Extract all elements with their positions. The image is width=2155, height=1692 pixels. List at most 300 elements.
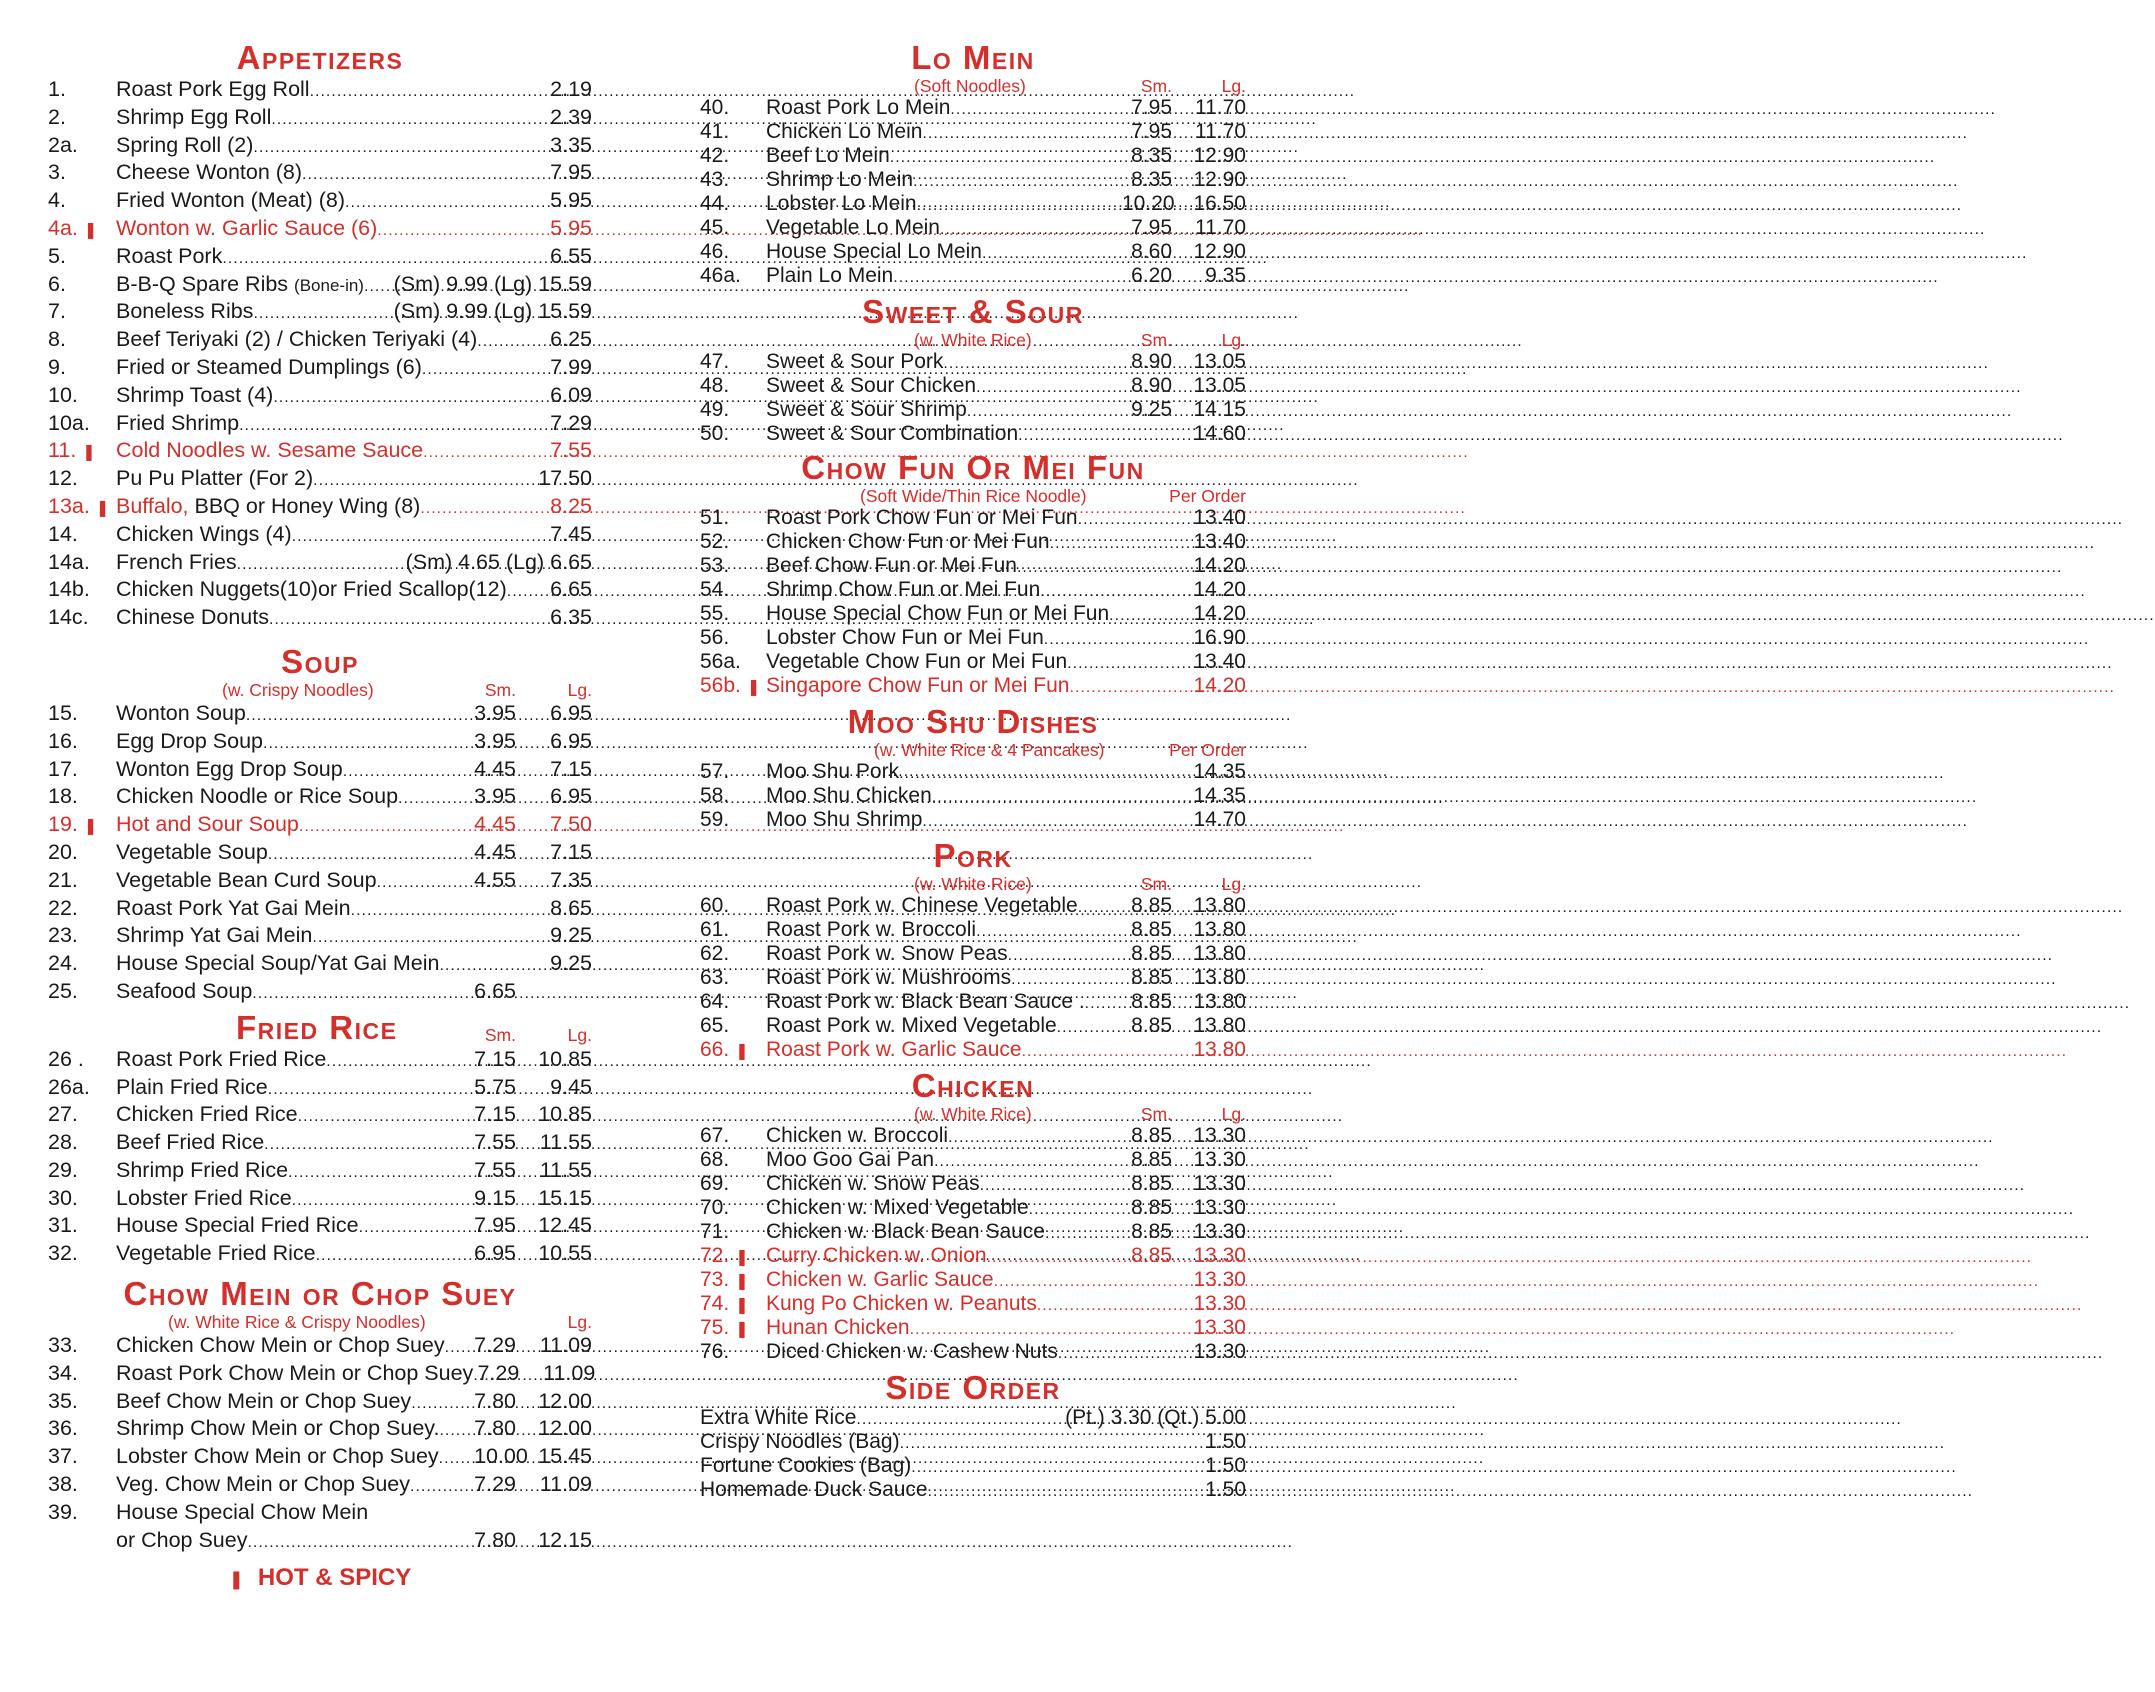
item-number-text: 42.: [700, 144, 730, 167]
menu-item-row: [700, 1014, 1246, 1038]
price-large: 13.80: [1193, 918, 1246, 941]
price-large: 13.30: [1193, 1244, 1246, 1267]
menu-item-row: [700, 422, 1246, 446]
item-number-text: 26a.: [48, 1074, 90, 1099]
item-name: [116, 132, 253, 160]
chili-pepper-icon: ❚: [83, 818, 98, 836]
item-name-line2: or Chop Suey: [116, 1527, 248, 1552]
item-name-text: B-B-Q Spare Ribs: [116, 271, 289, 296]
item-number: [700, 1148, 766, 1172]
item-name: [766, 120, 922, 144]
item-number-text: 14b.: [48, 577, 90, 602]
price-small: 7.15: [474, 1102, 516, 1127]
dot-leader: [439, 1445, 474, 1473]
menu-item-row: [48, 382, 592, 410]
lo-mein-list: [700, 96, 1246, 288]
dot-leader: [316, 1242, 474, 1270]
item-number-text: 63.: [700, 966, 730, 989]
item-name: [700, 1430, 900, 1454]
item-number-text: 7.: [48, 299, 66, 324]
item-name-text: Moo Shu Chicken: [766, 784, 932, 807]
price-large: 12.15: [538, 1527, 592, 1552]
item-name-text: House Special Soup/Yat Gai Mein: [116, 951, 440, 976]
item-name: [116, 159, 302, 187]
item-number: [700, 808, 766, 832]
menu-item-row: [48, 1240, 592, 1268]
menu-item-row: [700, 1244, 1246, 1268]
item-name: [700, 1406, 856, 1430]
menu-item-row: [48, 1101, 592, 1129]
item-number: [48, 465, 116, 493]
price-large: 13.80: [1193, 942, 1246, 965]
dot-leader: [420, 495, 550, 523]
item-name: [766, 894, 1078, 918]
price-small: 7.95: [474, 1213, 516, 1238]
item-name: [766, 398, 967, 422]
item-name: [116, 700, 246, 728]
item-number-text: 13a.: [48, 493, 90, 518]
menu-item-row: [48, 1388, 592, 1416]
menu-item-row: [48, 1212, 592, 1240]
item-number-text: 49.: [700, 398, 730, 421]
item-name-text: Roast Pork w. Snow Peas: [766, 942, 1008, 965]
chow-mein-note: (w. White Rice & Crispy Noodles): [168, 1312, 426, 1333]
price-small: 10.20: [1122, 192, 1175, 215]
item-name: [766, 674, 1070, 698]
price-small: 8.90: [1131, 350, 1172, 373]
dot-leader: [268, 1076, 474, 1104]
item-name: [766, 506, 1078, 530]
item-number-text: 54.: [700, 578, 730, 601]
item-number: [700, 1172, 766, 1196]
item-name-text: Roast Pork w. Black Bean Sauce .: [766, 990, 1085, 1013]
sweet-sour-note: (w. White Rice): [914, 330, 1032, 350]
price: 14.20: [1193, 554, 1246, 577]
item-name-text: Spring Roll (2): [116, 132, 254, 157]
item-number: [48, 728, 116, 756]
menu-item-row: [48, 811, 592, 839]
dot-leader: [913, 170, 1122, 194]
dot-leader: [326, 1048, 474, 1076]
price-small: 7.29: [477, 1360, 520, 1385]
item-number-text: 28.: [48, 1130, 78, 1155]
item-number-text: 34.: [48, 1360, 78, 1385]
chili-pepper-icon: ❚: [735, 1249, 749, 1266]
dot-leader: [345, 189, 550, 217]
menu-item-row: [700, 1292, 1246, 1316]
price: 2.19: [550, 77, 592, 101]
item-number: [700, 374, 766, 398]
item-number: [700, 1292, 766, 1318]
item-number-text: 55.: [700, 602, 730, 625]
price: 5.95: [550, 188, 592, 213]
menu-item-row: [700, 1430, 1246, 1454]
menu-item-row: [700, 240, 1246, 264]
item-number: [700, 216, 766, 240]
item-number: [48, 493, 116, 523]
chow-mein-lg-header: Lg.: [567, 1312, 592, 1333]
price-small: 7.80: [474, 1416, 516, 1441]
price: 7.45: [550, 521, 592, 546]
item-number: [48, 298, 116, 326]
item-number: [48, 895, 116, 923]
item-number-text: 27.: [48, 1102, 78, 1127]
item-name-text: House Special Chow Mein: [116, 1499, 369, 1524]
item-name-text: Fortune Cookies (Bag): [700, 1454, 912, 1477]
item-name-text: Lobster Chow Fun or Mei Fun: [766, 626, 1044, 649]
item-number: [700, 350, 766, 374]
item-number: [48, 437, 116, 467]
item-name-text: Chicken Fried Rice: [116, 1102, 298, 1127]
chili-pepper-icon: ❚: [735, 1321, 749, 1338]
menu-item-row: [48, 243, 592, 271]
price-large: 16.50: [1193, 192, 1246, 215]
price: 7.29: [550, 410, 592, 435]
item-number-text: 6.: [48, 271, 66, 296]
item-name-text: Singapore Chow Fun or Mei Fun: [766, 674, 1070, 697]
item-number: [48, 549, 116, 577]
item-number: [700, 942, 766, 966]
chow-mein-subheader: [48, 1312, 592, 1332]
dot-leader: [1008, 944, 1122, 968]
dot-leader: [507, 578, 550, 606]
chicken-sm-header: Sm.: [1140, 1104, 1172, 1124]
dot-leader: [976, 376, 1122, 400]
item-number: [700, 240, 766, 264]
price-large: 12.00: [538, 1388, 592, 1413]
item-number: [700, 422, 766, 446]
item-name: [116, 521, 292, 549]
item-number: [700, 894, 766, 918]
menu-item-row-continued: [48, 1527, 592, 1555]
menu-item-row: [700, 808, 1246, 832]
item-number: [48, 1240, 116, 1268]
price: 5.95: [550, 215, 592, 240]
menu-item-row: [48, 215, 592, 243]
price-large: 11.09: [539, 1333, 592, 1358]
item-number-text: 14.: [48, 521, 78, 546]
item-name: [116, 354, 422, 382]
item-name-text: Shrimp Chow Fun or Mei Fun: [766, 578, 1041, 601]
menu-item-row: [48, 76, 592, 104]
price-small: 8.85: [1131, 918, 1172, 941]
moo-shu-list: [700, 760, 1246, 832]
item-name-text: Chinese Donuts: [116, 605, 269, 630]
item-name-text: Vegetable Soup: [116, 839, 268, 864]
menu-item-row: [700, 398, 1246, 422]
item-name-rest: BBQ or Honey Wing (8): [188, 493, 421, 518]
item-name-text: Roast Pork: [116, 243, 223, 268]
dot-leader: [940, 218, 1122, 242]
item-name-text: Shrimp Fried Rice: [116, 1157, 289, 1182]
price-small: 7.80: [474, 1527, 516, 1552]
price-large: 12.90: [1193, 240, 1246, 263]
price: 14.35: [1193, 760, 1246, 783]
item-number-text: 1.: [48, 77, 66, 101]
menu-item-row: [48, 437, 592, 465]
menu-item-row: [48, 1046, 592, 1074]
menu-item-row: [48, 978, 592, 1006]
menu-item-row: [700, 578, 1246, 602]
item-name: [116, 839, 268, 867]
item-name: [766, 168, 913, 192]
item-name-text: Roast Pork Yat Gai Mein: [116, 895, 351, 920]
pork-subheader: [700, 874, 1246, 894]
item-name: [116, 187, 345, 215]
item-name: [766, 1340, 1058, 1364]
menu-item-row: [700, 1172, 1246, 1196]
price: 1.50: [1205, 1454, 1246, 1477]
item-number: [700, 506, 766, 530]
item-name: [116, 1360, 473, 1388]
price-small: 7.29: [474, 1333, 516, 1358]
item-name: [766, 192, 917, 216]
menu-item-row: [700, 1220, 1246, 1244]
item-number: [700, 398, 766, 422]
price: 7.95: [550, 160, 592, 185]
item-name: [766, 760, 899, 784]
price-large: 7.50: [550, 812, 592, 837]
item-name: [116, 271, 364, 300]
item-number: [48, 700, 116, 728]
item-name-text: Roast Pork w. Broccoli: [766, 918, 977, 941]
item-name-text: Hunan Chicken: [766, 1316, 910, 1339]
side-order-list: [700, 1406, 1246, 1502]
item-number: [700, 530, 766, 554]
dot-leader: [934, 1150, 1122, 1174]
price-small: 8.85: [1131, 1196, 1172, 1219]
price: 9.25: [550, 951, 592, 976]
item-name-text: Roast Pork Lo Mein: [766, 96, 951, 119]
item-name-text: Shrimp Lo Mein: [766, 168, 914, 191]
sweet-sour-sm-header: Sm.: [1140, 330, 1172, 350]
dot-leader: [899, 762, 1193, 786]
item-name: [700, 1478, 928, 1502]
item-name: [766, 374, 976, 398]
item-number: [700, 1316, 766, 1342]
item-number-text: 11.: [48, 438, 77, 463]
dot-leader: [364, 273, 394, 301]
menu-item-row: [48, 839, 592, 867]
dot-leader: [932, 786, 1194, 810]
item-name-text: Wonton Egg Drop Soup: [116, 756, 343, 781]
menu-item-row: [48, 271, 592, 299]
price: 14.35: [1193, 784, 1246, 807]
item-name: [116, 1332, 445, 1360]
item-number: [48, 1415, 116, 1443]
menu-item-row: [700, 168, 1246, 192]
item-name: [766, 1292, 1037, 1316]
menu-item-row: [48, 549, 592, 577]
price-small: 7.95: [1131, 216, 1172, 239]
item-number: [700, 602, 766, 626]
price-small: 8.85: [1131, 942, 1172, 965]
item-name: [116, 437, 423, 465]
item-number-text: 8.: [48, 327, 66, 352]
item-number: [700, 1220, 766, 1244]
item-number: [48, 922, 116, 950]
menu-item-row: [700, 192, 1246, 216]
menu-item-row: [700, 1124, 1246, 1148]
price: 13.30: [1193, 1292, 1246, 1315]
dot-leader: [982, 242, 1122, 266]
price: 13.40: [1193, 530, 1246, 553]
price-small: 7.55: [474, 1157, 516, 1182]
item-name: [766, 96, 950, 120]
item-number-text: 76.: [700, 1340, 730, 1363]
dot-leader: [1078, 896, 1122, 920]
menu-item-row: [48, 298, 592, 326]
item-name-text: Beef Chow Fun or Mei Fun: [766, 554, 1017, 577]
chili-pepper-icon: ❚: [82, 444, 96, 462]
item-number: [48, 811, 116, 841]
item-number-text: 36.: [48, 1416, 78, 1441]
price-large: 11.09: [543, 1360, 596, 1385]
item-number: [48, 1388, 116, 1416]
item-number: [48, 521, 116, 549]
price-large: 6.95: [550, 784, 592, 809]
item-number-text: 40.: [700, 96, 730, 119]
pork-list: [700, 894, 1246, 1062]
item-number-text: 46.: [700, 240, 730, 263]
item-name: [116, 1499, 368, 1527]
soup-list: [48, 700, 592, 1006]
item-name: [766, 240, 982, 264]
price-large: 11.55: [539, 1157, 592, 1182]
price: 1.50: [1205, 1430, 1246, 1453]
legend-label: HOT & SPICY: [257, 1564, 412, 1592]
item-name: [766, 422, 1018, 446]
item-number: [700, 554, 766, 578]
item-name-text: House Special Fried Rice: [116, 1213, 359, 1238]
item-number: [700, 144, 766, 168]
item-number: [48, 1360, 116, 1388]
dot-leader: [299, 813, 474, 841]
menu-item-row: [700, 264, 1246, 288]
lo-mein-note: (Soft Noodles): [914, 76, 1026, 96]
sweet-sour-subheader: [700, 330, 1246, 350]
menu-item-row: [700, 894, 1246, 918]
dot-leader: [310, 78, 551, 106]
price: 6.65: [550, 577, 592, 602]
fried-rice-header: [48, 1010, 592, 1046]
item-name: [116, 1129, 264, 1157]
dot-leader: [928, 1480, 1206, 1504]
moo-shu-title: Moo Shu Dishes: [847, 703, 1099, 740]
dot-leader: [1078, 508, 1194, 532]
item-number-text: 62.: [700, 942, 730, 965]
dot-leader: [967, 400, 1122, 424]
chow-fun-list: [700, 506, 1246, 698]
item-name-text: Plain Fried Rice: [116, 1074, 268, 1099]
item-number-text: 47.: [700, 350, 730, 373]
dot-leader: [439, 1417, 474, 1445]
dot-leader: [313, 467, 538, 495]
price: 13.80: [1193, 1038, 1246, 1061]
item-number: [48, 576, 116, 604]
dot-leader: [292, 1187, 474, 1215]
dot-leader: [343, 758, 474, 786]
chicken-lg-header: Lg.: [1221, 1104, 1246, 1124]
lo-mein-sm-header: Sm.: [1140, 76, 1172, 96]
item-name-text: House Special Lo Mein: [766, 240, 982, 263]
item-number: [48, 1074, 116, 1102]
menu-item-row: [48, 700, 592, 728]
item-number: [48, 159, 116, 187]
dot-leader: [910, 1318, 1194, 1342]
item-number-text: 67.: [700, 1124, 730, 1147]
item-name-text: Sweet & Sour Combination: [766, 422, 1019, 445]
item-name: [766, 1014, 1057, 1038]
item-number-text: 50.: [700, 422, 730, 445]
lo-mein-subheader: [700, 76, 1246, 96]
item-number-text: 56a.: [700, 650, 741, 673]
item-name: [766, 1038, 1022, 1062]
item-number: [48, 410, 116, 438]
menu-item-row: [700, 1038, 1246, 1062]
menu-item-row: [700, 144, 1246, 168]
item-number-text: 21.: [48, 867, 78, 892]
item-name-text: Beef Fried Rice: [116, 1130, 265, 1155]
item-name-text: Vegetable Chow Fun or Mei Fun: [766, 650, 1068, 673]
item-name-text: Sweet & Sour Chicken: [766, 374, 977, 397]
moo-shu-per-order: Per Order: [1169, 740, 1246, 760]
dot-leader: [263, 730, 474, 758]
item-number-text: 10a.: [48, 410, 90, 435]
price-small: 7.55: [474, 1130, 516, 1155]
dot-leader: [423, 439, 550, 467]
item-number: [700, 1268, 766, 1294]
dot-leader: [445, 1334, 474, 1362]
price: 6.09: [550, 382, 592, 407]
price: 6.25: [550, 327, 592, 352]
price: 13.40: [1193, 506, 1246, 529]
dot-leader: [976, 920, 1122, 944]
price-small: 8.35: [1131, 168, 1172, 191]
menu-item-row: [48, 1332, 592, 1360]
item-number-text: 44.: [700, 192, 730, 215]
item-name: [766, 1172, 980, 1196]
item-name: [116, 922, 312, 950]
price-large: 6.95: [550, 700, 592, 725]
pork-note: (w. White Rice): [914, 874, 1032, 894]
dot-leader: [1057, 1016, 1122, 1040]
item-number-text: 2.: [48, 104, 66, 129]
pork-sm-header: Sm.: [1140, 874, 1172, 894]
dot-leader: [268, 841, 474, 869]
item-name: [116, 1415, 439, 1443]
item-name: [116, 1185, 292, 1213]
item-number: [700, 760, 766, 784]
item-number-text: 52.: [700, 530, 730, 553]
dot-leader: [222, 245, 550, 273]
menu-item-row: [48, 1499, 592, 1527]
item-name: [700, 1454, 911, 1478]
item-number-text: 51.: [700, 506, 730, 529]
item-number: [48, 867, 116, 895]
menu-item-row: [48, 159, 592, 187]
item-name-text: Sweet & Sour Pork: [766, 350, 944, 373]
item-number-text: 4.: [48, 188, 66, 213]
item-number: [700, 192, 766, 216]
moo-shu-subheader: [700, 740, 1246, 760]
price-large: 13.80: [1193, 1014, 1246, 1037]
item-number: [700, 578, 766, 602]
dot-leader: [292, 523, 551, 551]
price-small: 7.80: [474, 1388, 516, 1413]
item-number: [48, 1101, 116, 1129]
item-name-text: Moo Goo Gai Pan: [766, 1148, 935, 1171]
